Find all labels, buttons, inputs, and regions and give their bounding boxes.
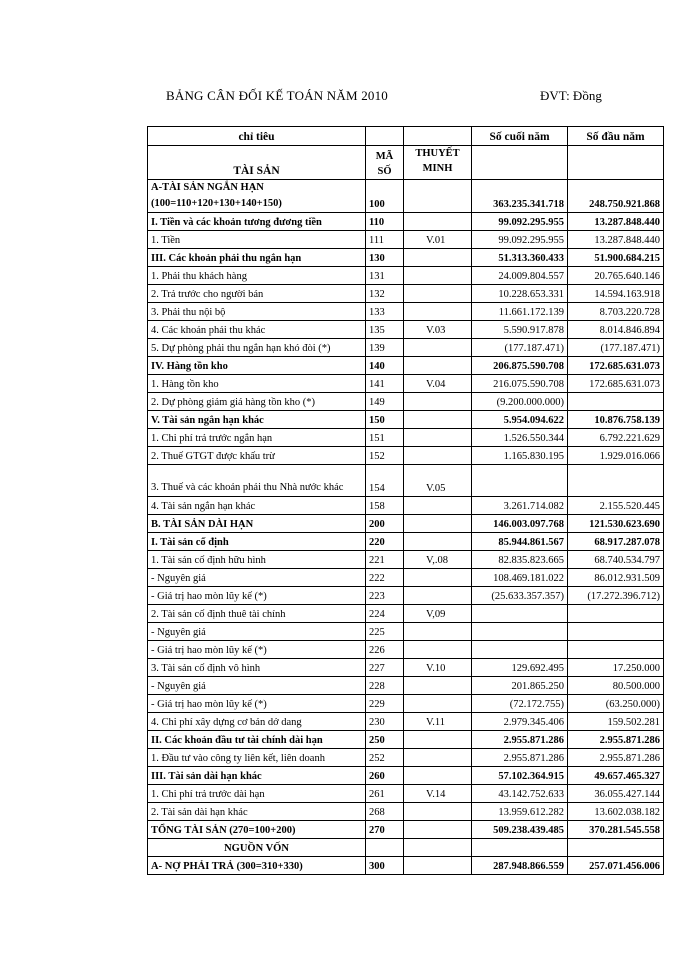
- row-indicator: 1. Tiền: [148, 231, 366, 249]
- header-indicator: chỉ tiêu: [148, 127, 366, 146]
- row-code: 130: [366, 249, 404, 267]
- row-indicator: 1. Tài sản cố định hữu hình: [148, 551, 366, 569]
- row-start-of-year: 2.155.520.445: [568, 497, 664, 515]
- row-indicator: 4. Các khoản phải thu khác: [148, 321, 366, 339]
- table-row: [148, 465, 664, 497]
- row-note: [404, 180, 472, 213]
- row-indicator: 2. Trả trước cho người bán: [148, 285, 366, 303]
- row-note: [404, 393, 472, 411]
- table-row: [148, 857, 664, 875]
- row-indicator: 1. Chi phí trả trước ngắn hạn: [148, 429, 366, 447]
- table-row: [148, 749, 664, 767]
- row-code: 252: [366, 749, 404, 767]
- row-indicator: IV. Hàng tồn kho: [148, 357, 366, 375]
- row-end-of-year: 1.526.550.344: [472, 429, 568, 447]
- row-start-of-year: 13.602.038.182: [568, 803, 664, 821]
- row-end-of-year: 1.165.830.195: [472, 447, 568, 465]
- row-indicator: - Giá trị hao mòn lũy kế (*): [148, 641, 366, 659]
- row-indicator: V. Tài sản ngắn hạn khác: [148, 411, 366, 429]
- row-start-of-year: [568, 393, 664, 411]
- row-end-of-year: 108.469.181.022: [472, 569, 568, 587]
- row-indicator: 1. Đầu tư vào công ty liên kết, liên doanh: [148, 749, 366, 767]
- row-start-of-year: 13.287.848.440: [568, 231, 664, 249]
- row-end-of-year: [472, 839, 568, 857]
- row-code: 154: [366, 465, 404, 497]
- row-start-of-year: (177.187.471): [568, 339, 664, 357]
- row-end-of-year: 509.238.439.485: [472, 821, 568, 839]
- row-end-of-year: 287.948.866.559: [472, 857, 568, 875]
- row-end-of-year: (177.187.471): [472, 339, 568, 357]
- row-indicator: I. Tiền và các khoản tương đương tiền: [148, 213, 366, 231]
- row-start-of-year: 121.530.623.690: [568, 515, 664, 533]
- table-row: [148, 713, 664, 731]
- row-code: 131: [366, 267, 404, 285]
- row-note: [404, 839, 472, 857]
- row-code: 225: [366, 623, 404, 641]
- row-indicator: III. Các khoản phải thu ngắn hạn: [148, 249, 366, 267]
- row-start-of-year: 51.900.684.215: [568, 249, 664, 267]
- row-end-of-year: 129.692.495: [472, 659, 568, 677]
- table-row: [148, 393, 664, 411]
- row-end-of-year: 201.865.250: [472, 677, 568, 695]
- row-indicator: 3. Tài sản cố định vô hình: [148, 659, 366, 677]
- row-note: [404, 767, 472, 785]
- row-code: 150: [366, 411, 404, 429]
- row-end-of-year: (25.633.357.357): [472, 587, 568, 605]
- row-code: 132: [366, 285, 404, 303]
- row-indicator: 5. Dự phòng phải thu ngắn hạn khó đòi (*): [148, 339, 366, 357]
- table-row: [148, 821, 664, 839]
- row-indicator: 1. Chi phí trả trước dài hạn: [148, 785, 366, 803]
- row-indicator: A-TÀI SẢN NGẮN HẠN (100=110+120+130+140+150): [148, 180, 366, 213]
- row-indicator: - Giá trị hao mòn lũy kế (*): [148, 695, 366, 713]
- table-row: [148, 375, 664, 393]
- row-code: 268: [366, 803, 404, 821]
- row-code: 270: [366, 821, 404, 839]
- row-end-of-year: 5.954.094.622: [472, 411, 568, 429]
- table-row: [148, 213, 664, 231]
- row-note: V,.08: [404, 551, 472, 569]
- row-indicator: B. TÀI SẢN DÀI HẠN: [148, 515, 366, 533]
- row-code: 224: [366, 605, 404, 623]
- row-note: [404, 515, 472, 533]
- row-note: [404, 429, 472, 447]
- row-code: 228: [366, 677, 404, 695]
- row-start-of-year: 13.287.848.440: [568, 213, 664, 231]
- row-code: 261: [366, 785, 404, 803]
- row-note: [404, 821, 472, 839]
- row-indicator: 4. Chi phí xây dựng cơ bản dở dang: [148, 713, 366, 731]
- table-row: [148, 180, 664, 213]
- row-end-of-year: 216.075.590.708: [472, 375, 568, 393]
- table-row: [148, 605, 664, 623]
- row-indicator: - Nguyên giá: [148, 677, 366, 695]
- balance-sheet-table: [147, 126, 664, 875]
- row-note: [404, 533, 472, 551]
- row-end-of-year: [472, 465, 568, 497]
- row-end-of-year: 3.261.714.082: [472, 497, 568, 515]
- row-end-of-year: 11.661.172.139: [472, 303, 568, 321]
- row-indicator: A- NỢ PHẢI TRẢ (300=310+330): [148, 857, 366, 875]
- row-code: 133: [366, 303, 404, 321]
- row-start-of-year: [568, 641, 664, 659]
- row-code: 135: [366, 321, 404, 339]
- row-start-of-year: 8.703.220.728: [568, 303, 664, 321]
- row-end-of-year: 85.944.861.567: [472, 533, 568, 551]
- row-end-of-year: (9.200.000.000): [472, 393, 568, 411]
- row-end-of-year: 51.313.360.433: [472, 249, 568, 267]
- header-code: MÃ SỐ: [366, 146, 404, 180]
- row-code: 100: [366, 180, 404, 213]
- table-row: [148, 677, 664, 695]
- table-row: [148, 803, 664, 821]
- row-code: 220: [366, 533, 404, 551]
- row-end-of-year: (72.172.755): [472, 695, 568, 713]
- row-note: [404, 641, 472, 659]
- table-row: [148, 641, 664, 659]
- table-row: [148, 569, 664, 587]
- row-indicator: 2. Dự phòng giảm giá hàng tồn kho (*): [148, 393, 366, 411]
- row-start-of-year: [568, 605, 664, 623]
- row-note: [404, 731, 472, 749]
- row-note: V.10: [404, 659, 472, 677]
- row-code: 230: [366, 713, 404, 731]
- row-start-of-year: 36.055.427.144: [568, 785, 664, 803]
- row-start-of-year: [568, 839, 664, 857]
- row-start-of-year: 172.685.631.073: [568, 375, 664, 393]
- row-start-of-year: 80.500.000: [568, 677, 664, 695]
- row-note: V.04: [404, 375, 472, 393]
- row-note: [404, 339, 472, 357]
- row-start-of-year: 172.685.631.073: [568, 357, 664, 375]
- header-assets: TÀI SẢN: [148, 146, 366, 180]
- row-note: [404, 677, 472, 695]
- table-row: [148, 515, 664, 533]
- row-end-of-year: 10.228.653.331: [472, 285, 568, 303]
- row-start-of-year: [568, 623, 664, 641]
- row-note: V.01: [404, 231, 472, 249]
- row-end-of-year: 363.235.341.718: [472, 180, 568, 213]
- row-indicator: NGUỒN VỐN: [148, 839, 366, 857]
- row-end-of-year: [472, 641, 568, 659]
- header-start-of-year: Số đầu năm: [568, 127, 664, 146]
- row-end-of-year: 2.955.871.286: [472, 731, 568, 749]
- row-indicator: - Nguyên giá: [148, 623, 366, 641]
- row-indicator: 3. Phải thu nội bộ: [148, 303, 366, 321]
- row-note: [404, 357, 472, 375]
- row-code: 158: [366, 497, 404, 515]
- row-indicator: 2. Tài sản dài hạn khác: [148, 803, 366, 821]
- row-start-of-year: 17.250.000: [568, 659, 664, 677]
- row-note: [404, 411, 472, 429]
- row-note: [404, 447, 472, 465]
- row-indicator: - Giá trị hao mòn lũy kế (*): [148, 587, 366, 605]
- row-code: 141: [366, 375, 404, 393]
- row-end-of-year: [472, 605, 568, 623]
- row-note: [404, 695, 472, 713]
- row-code: 111: [366, 231, 404, 249]
- row-start-of-year: [568, 465, 664, 497]
- row-indicator: TỔNG TÀI SẢN (270=100+200): [148, 821, 366, 839]
- table-row: [148, 411, 664, 429]
- row-code: 250: [366, 731, 404, 749]
- row-code: 110: [366, 213, 404, 231]
- row-indicator: 4. Tài sản ngắn hạn khác: [148, 497, 366, 515]
- row-start-of-year: 248.750.921.868: [568, 180, 664, 213]
- row-indicator: 2. Tài sản cố định thuê tài chính: [148, 605, 366, 623]
- row-start-of-year: 2.955.871.286: [568, 749, 664, 767]
- row-indicator: 2. Thuế GTGT được khấu trừ: [148, 447, 366, 465]
- row-note: [404, 267, 472, 285]
- row-start-of-year: (17.272.396.712): [568, 587, 664, 605]
- row-start-of-year: 8.014.846.894: [568, 321, 664, 339]
- row-indicator: 3. Thuế và các khoản phải thu Nhà nước khác: [148, 465, 366, 497]
- row-start-of-year: 2.955.871.286: [568, 731, 664, 749]
- table-row: [148, 497, 664, 515]
- row-note: [404, 803, 472, 821]
- table-row: [148, 303, 664, 321]
- table-row: [148, 695, 664, 713]
- row-code: 200: [366, 515, 404, 533]
- table-row: [148, 731, 664, 749]
- row-start-of-year: 49.657.465.327: [568, 767, 664, 785]
- row-start-of-year: 159.502.281: [568, 713, 664, 731]
- row-end-of-year: 2.955.871.286: [472, 749, 568, 767]
- row-note: V.03: [404, 321, 472, 339]
- table-row: [148, 533, 664, 551]
- row-code: 139: [366, 339, 404, 357]
- table-row: [148, 429, 664, 447]
- row-note: [404, 303, 472, 321]
- header-end-of-year: Số cuối năm: [472, 127, 568, 146]
- row-note: V.11: [404, 713, 472, 731]
- row-code: 227: [366, 659, 404, 677]
- row-note: [404, 249, 472, 267]
- row-note: V,09: [404, 605, 472, 623]
- row-code: [366, 839, 404, 857]
- row-indicator: III. Tài sản dài hạn khác: [148, 767, 366, 785]
- table-row: [148, 447, 664, 465]
- table-row: [148, 623, 664, 641]
- row-end-of-year: 2.979.345.406: [472, 713, 568, 731]
- row-start-of-year: 1.929.016.066: [568, 447, 664, 465]
- row-start-of-year: 6.792.221.629: [568, 429, 664, 447]
- row-code: 151: [366, 429, 404, 447]
- row-code: 300: [366, 857, 404, 875]
- table-row: [148, 231, 664, 249]
- row-note: [404, 497, 472, 515]
- row-start-of-year: (63.250.000): [568, 695, 664, 713]
- row-end-of-year: 146.003.097.768: [472, 515, 568, 533]
- row-start-of-year: 68.917.287.078: [568, 533, 664, 551]
- row-note: [404, 623, 472, 641]
- row-note: [404, 587, 472, 605]
- row-start-of-year: 68.740.534.797: [568, 551, 664, 569]
- row-start-of-year: 370.281.545.558: [568, 821, 664, 839]
- row-indicator: 1. Phải thu khách hàng: [148, 267, 366, 285]
- row-note: [404, 569, 472, 587]
- row-start-of-year: 257.071.456.006: [568, 857, 664, 875]
- row-note: [404, 749, 472, 767]
- row-end-of-year: 24.009.804.557: [472, 267, 568, 285]
- row-end-of-year: 13.959.612.282: [472, 803, 568, 821]
- page-title: BẢNG CÂN ĐỐI KẾ TOÁN NĂM 2010: [166, 88, 388, 103]
- row-note: [404, 285, 472, 303]
- row-end-of-year: 5.590.917.878: [472, 321, 568, 339]
- row-code: 149: [366, 393, 404, 411]
- table-row: [148, 767, 664, 785]
- table-row: [148, 357, 664, 375]
- row-end-of-year: 99.092.295.955: [472, 213, 568, 231]
- row-indicator: I. Tài sản cố định: [148, 533, 366, 551]
- row-code: 152: [366, 447, 404, 465]
- table-row: [148, 785, 664, 803]
- table-row: [148, 587, 664, 605]
- header-note: THUYẾT MINH: [404, 146, 472, 180]
- table-row: [148, 839, 664, 857]
- row-start-of-year: 86.012.931.509: [568, 569, 664, 587]
- currency-unit: ĐVT: Đồng: [540, 88, 602, 103]
- row-start-of-year: 20.765.640.146: [568, 267, 664, 285]
- table-row: [148, 249, 664, 267]
- table-row: [148, 551, 664, 569]
- row-note: V.05: [404, 465, 472, 497]
- row-code: 223: [366, 587, 404, 605]
- row-indicator: 1. Hàng tồn kho: [148, 375, 366, 393]
- row-end-of-year: 99.092.295.955: [472, 231, 568, 249]
- row-code: 221: [366, 551, 404, 569]
- table-row: [148, 285, 664, 303]
- row-code: 260: [366, 767, 404, 785]
- row-code: 140: [366, 357, 404, 375]
- row-note: V.14: [404, 785, 472, 803]
- row-indicator: - Nguyên giá: [148, 569, 366, 587]
- table-row: [148, 659, 664, 677]
- row-start-of-year: 14.594.163.918: [568, 285, 664, 303]
- row-end-of-year: 206.875.590.708: [472, 357, 568, 375]
- row-end-of-year: 57.102.364.915: [472, 767, 568, 785]
- row-note: [404, 213, 472, 231]
- balance-sheet: [147, 126, 663, 872]
- row-note: [404, 857, 472, 875]
- row-code: 226: [366, 641, 404, 659]
- table-row: [148, 267, 664, 285]
- table-row: [148, 339, 664, 357]
- row-end-of-year: 82.835.823.665: [472, 551, 568, 569]
- row-code: 229: [366, 695, 404, 713]
- row-start-of-year: 10.876.758.139: [568, 411, 664, 429]
- row-indicator: II. Các khoản đầu tư tài chính dài hạn: [148, 731, 366, 749]
- row-end-of-year: 43.142.752.633: [472, 785, 568, 803]
- row-end-of-year: [472, 623, 568, 641]
- table-row: [148, 321, 664, 339]
- row-code: 222: [366, 569, 404, 587]
